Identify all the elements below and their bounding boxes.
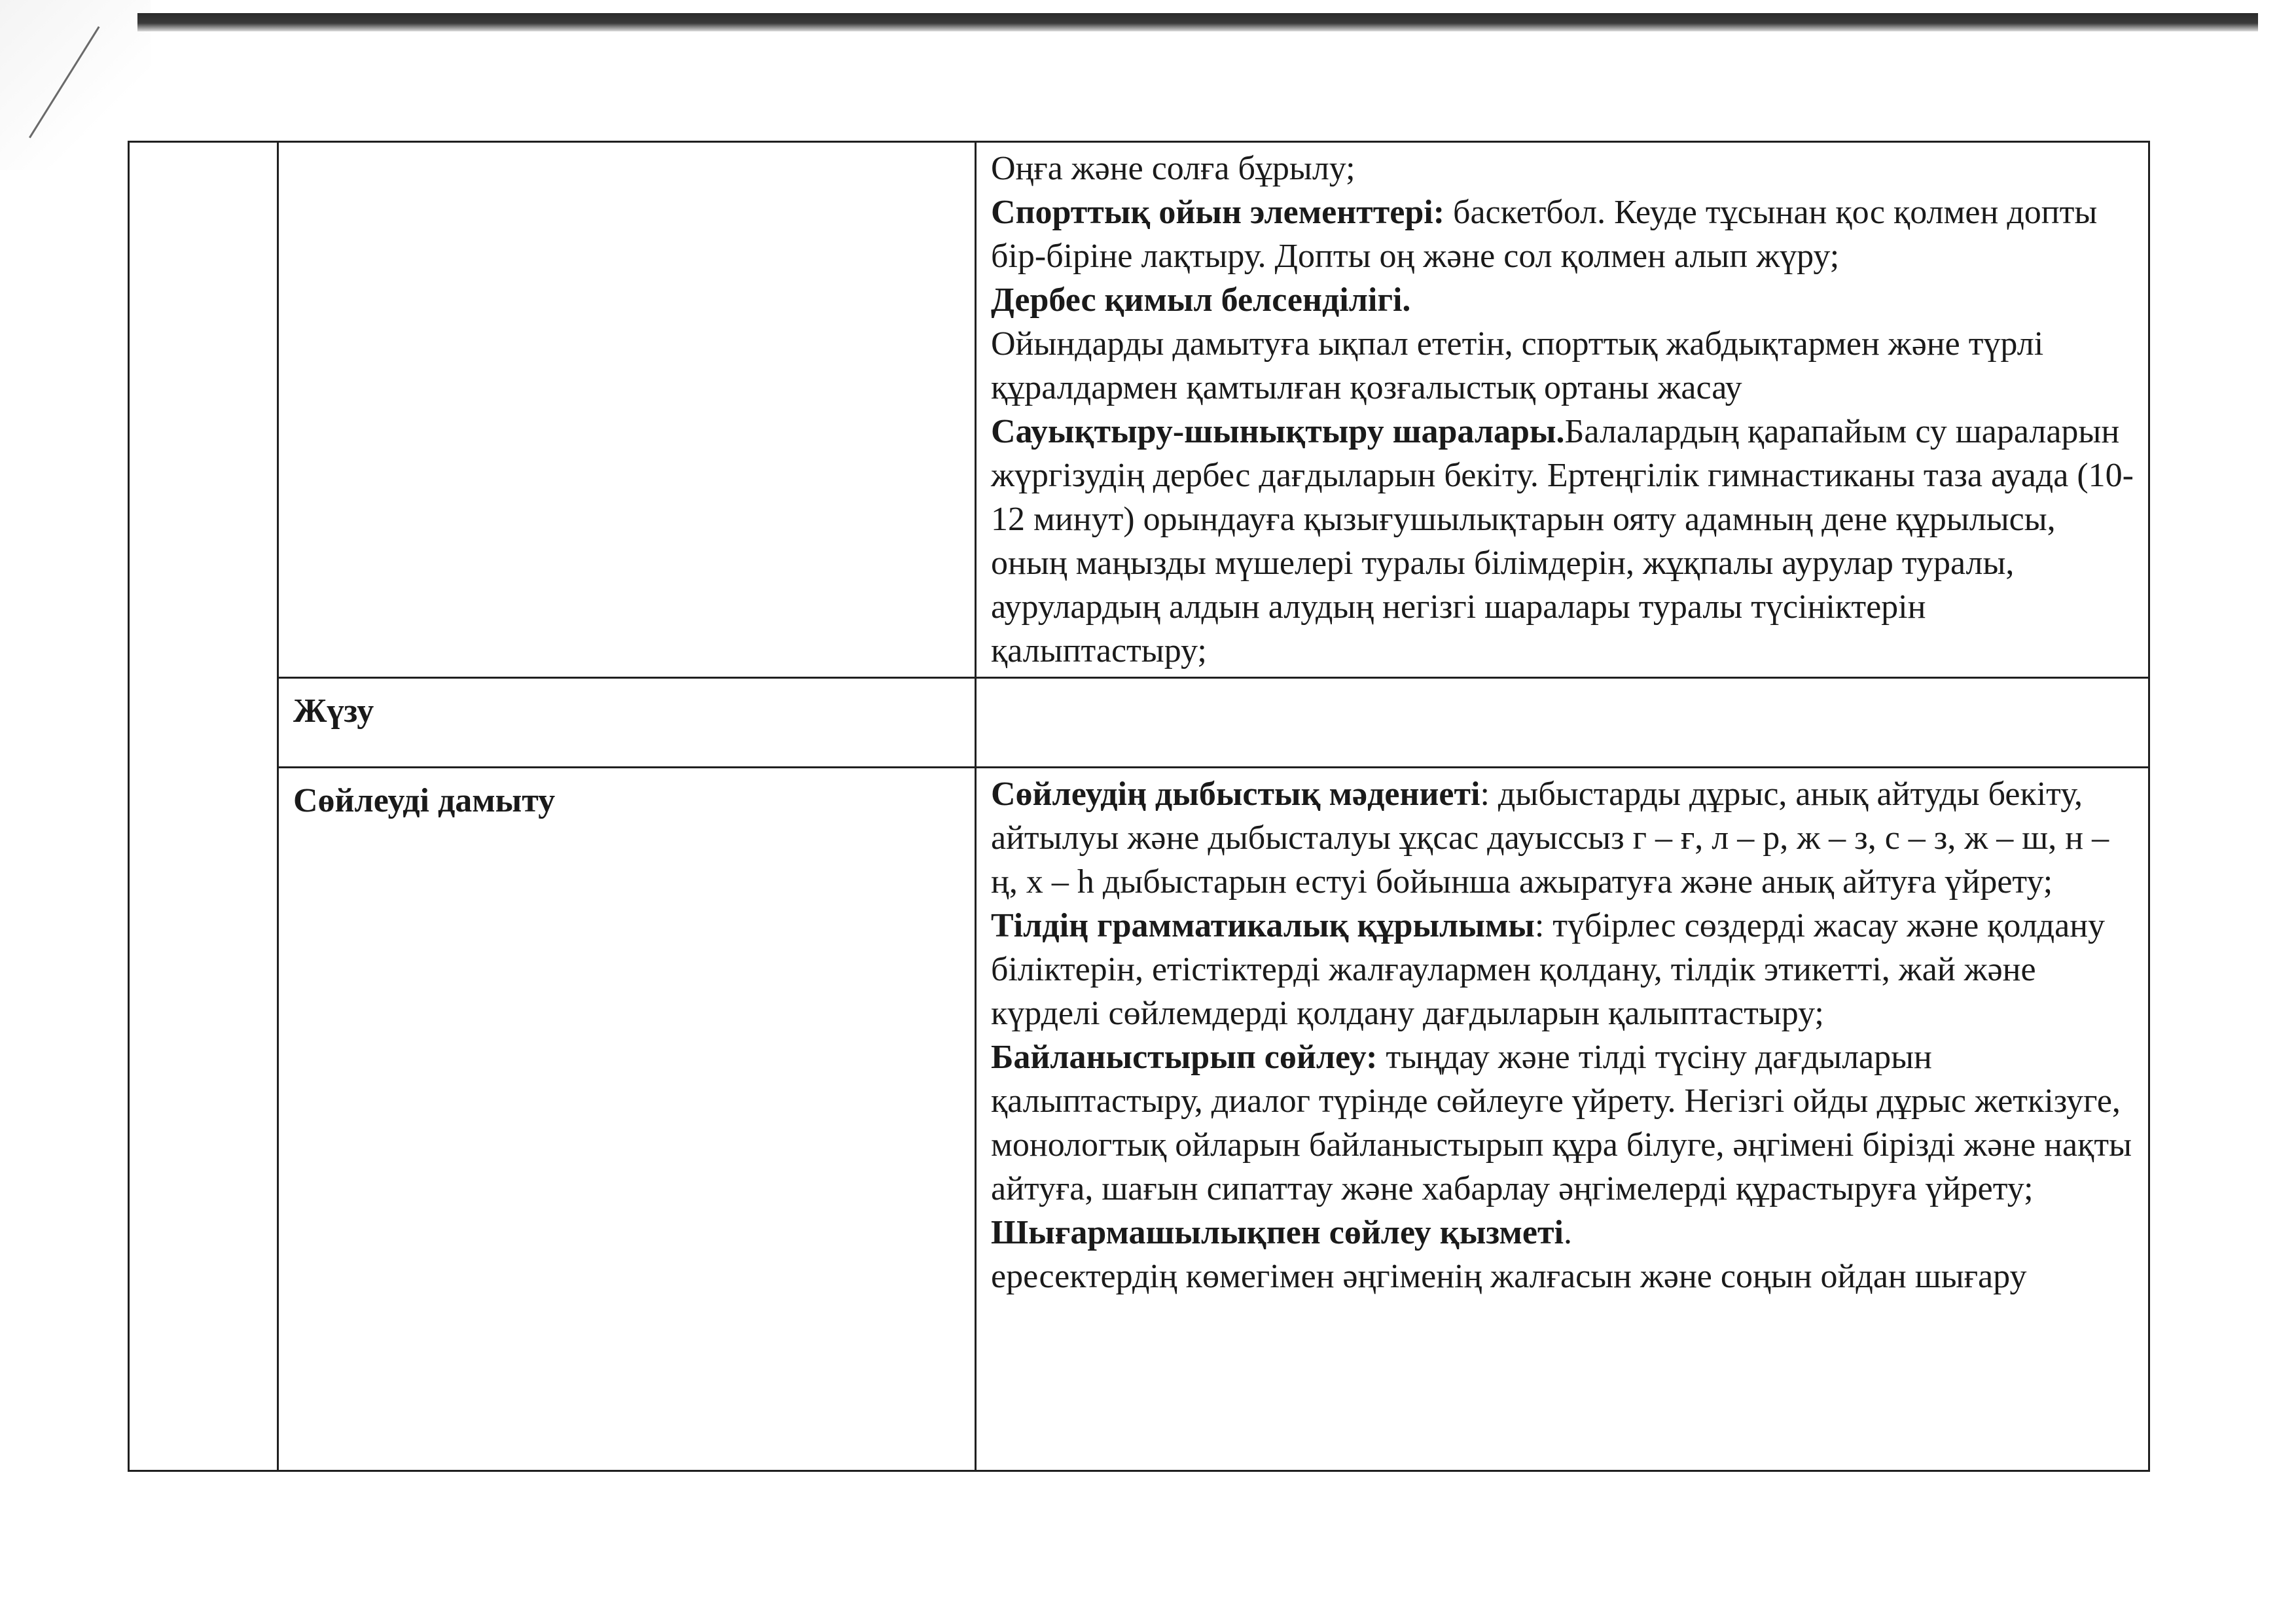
table-row [129,678,2149,768]
content-paragraph [991,147,2139,190]
section-label [293,147,965,153]
table-row [129,768,2149,1471]
table-row [129,142,2149,678]
content-heading: Тілдің грамматикалық құрылымы [991,907,1535,944]
content-paragraph [991,278,2139,322]
content-text: ересектердің көмегімен әңгіменің жалғасын және соңын ойдан шығару [991,1258,2027,1295]
content-text: тыңдау және тілді түсіну дағдыларын қалыптастыру, диалог түрінде сөйлеуге үйрету. Негізгі ойды дұрыс жеткізуге, монологтық ойларын байланыстырып құра білуге, әңгімені бірізді және нақты айтуға, шағын сипаттау және хабарлау әңгімелерді құрастыруға үйрету; [991,1039,2132,1207]
content-paragraph [991,322,2139,410]
content-paragraph [991,1035,2139,1211]
scan-top-edge [137,13,2258,31]
content-heading: Сөйлеудің дыбыстық мәдениеті [991,776,1480,813]
content-cell [976,768,2149,1471]
content-paragraph [991,1255,2139,1298]
section-cell [278,678,976,768]
blank-left-column [129,142,278,1471]
content-text: Оңға және солға бұрылу; [991,150,1355,187]
content-paragraph [991,904,2139,1035]
content-heading: Сауықтыру-шынықтыру шаралары. [991,413,1565,450]
content-cell [976,678,2149,768]
content-heading: Байланыстырып сөйлеу: [991,1039,1378,1076]
content-paragraph [991,772,2139,904]
content-heading: Спорттық ойын элементтері: [991,194,1445,231]
content-text: баскетбол. Кеуде тұсынан қос қолмен допты бір-біріне лақтыру. Допты оң және сол қолмен алып жүру; [991,194,2098,275]
curriculum-table [128,141,2150,1472]
content-heading: Дербес қимыл белсенділігі. [991,281,1411,319]
content-paragraph [991,410,2139,673]
section-label: Жүзу [293,692,374,730]
section-label: Сөйлеуді дамыту [293,782,556,819]
content-heading: Шығармашылықпен сөйлеу қызметі [991,1214,1564,1251]
content-paragraph [991,190,2139,278]
content-paragraph [991,1211,2139,1255]
section-cell [278,142,976,678]
content-text: Балалардың қарапайым су шараларын жүргізудің дербес дағдыларын бекіту. Ертеңгілік гимнастиканы таза ауада (10-12 минут) орындауға қызығушылықтарын ояту адамның дене құрылысы, оның маңызды мүшелері туралы білімдерін, жұқпалы аурулар туралы, аурулардың алдын алудың негізгі шаралары туралы түсініктерін қалыптастыру; [991,413,2134,669]
section-cell [278,768,976,1471]
content-text: . [1563,1214,1572,1251]
content-text: : түбірлес сөздерді жасау және қолдану біліктерін, етістіктерді жалғаулармен қолдану, тілдік этикетті, жай және күрделі сөйлемдерді қолдану дағдыларын қалыптастыру; [991,907,2106,1032]
content-text: Ойындарды дамытуға ықпал ететін, спорттық жабдықтармен және түрлі құралдармен қамтылған қозғалыстық ортаны жасау [991,325,2044,406]
content-cell [976,142,2149,678]
content-text: : дыбыстарды дұрыс, анық айтуды бекіту, айтылуы және дыбысталуы ұқсас дауыссыз г – ғ, л – р, ж – з, с – з, ж – ш, н – ң, х – һ дыбыстарын естуі бойынша ажыратуға және анық айтуға үйрету; [991,776,2109,901]
